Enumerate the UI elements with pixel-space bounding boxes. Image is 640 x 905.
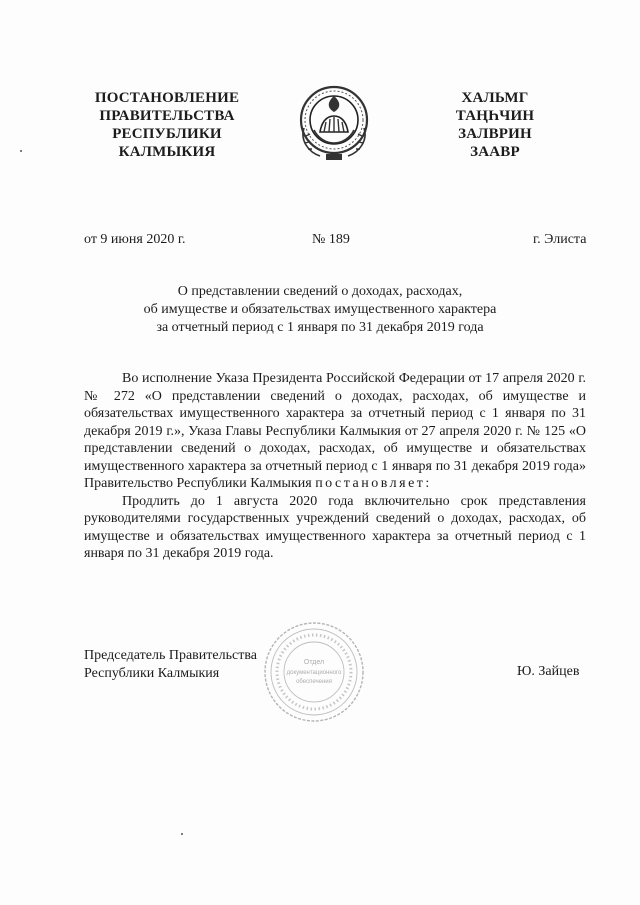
document-number: № 189 <box>312 232 350 247</box>
title-line: О представлении сведений о доходах, расходах, <box>177 284 463 299</box>
stamp-center-text: обеспечения <box>296 679 332 685</box>
coat-of-arms-icon <box>296 80 372 164</box>
resolves-word: постановляет: <box>315 476 432 491</box>
header-right-line: ЗААВР <box>470 144 520 160</box>
signatory-position-line: Председатель Правительства <box>84 648 257 663</box>
stamp-center-text: документационного <box>286 670 342 676</box>
header-left-line: РЕСПУБЛИКИ <box>112 126 222 142</box>
signatory-position-line: Республики Калмыкия <box>84 666 220 681</box>
document-title <box>110 283 530 337</box>
body-paragraph <box>84 370 586 493</box>
signatory-position <box>84 647 257 683</box>
title-line: за отчетный период с 1 января по 31 декабря 2019 года <box>156 320 484 335</box>
scan-speck <box>181 833 183 835</box>
document-body <box>84 370 586 563</box>
header-left-line: ПРАВИТЕЛЬСТВА <box>99 108 235 124</box>
header-left-line: ПОСТАНОВЛЕНИЕ <box>94 90 240 106</box>
official-stamp-icon <box>262 620 366 724</box>
signatory-name: Ю. Зайцев <box>517 664 580 679</box>
preamble-text: Во исполнение Указа Президента Российской Федерации от 17 апреля 2020 г. № 272 «О представлении сведений о доходах, расходах, об имуществе и обязательствах имущественного характера за отчетный период с 1 января по 31 декабря 2019 г.», Указа Главы Республики Калмыкия от 27 апреля 2020 г. № 125 «О представлении сведений о доходах, расходах, об имуществе и обязательствах имущественного характера за отчетный период с 1 января по 31 декабря 2019 года» Правительство Республики Калмыкия <box>84 371 586 491</box>
header-right-line: ХАЛЬМГ <box>461 90 529 106</box>
header-russian <box>82 89 252 161</box>
body-paragraph: Продлить до 1 августа 2020 года включительно срок представления руководителями государственных учреждений сведений о доходах, расходах, об имуществе и обязательствах имущественного характера за отчетный период с 1 января по 31 декабря 2019 года. <box>84 493 586 561</box>
header-right-line: ЗАЛВРИН <box>458 126 532 142</box>
title-line: об имуществе и обязательствах имущественного характера <box>143 302 497 317</box>
header-left-line: КАЛМЫКИЯ <box>118 144 216 160</box>
document-date: от 9 июня 2020 г. <box>84 232 186 247</box>
scan-speck <box>20 150 22 152</box>
stamp-center-text: Отдел <box>303 659 325 666</box>
document-city: г. Элиста <box>533 232 587 247</box>
header-kalmyk <box>436 89 554 161</box>
header-right-line: ТАҢҺЧИН <box>455 108 535 124</box>
